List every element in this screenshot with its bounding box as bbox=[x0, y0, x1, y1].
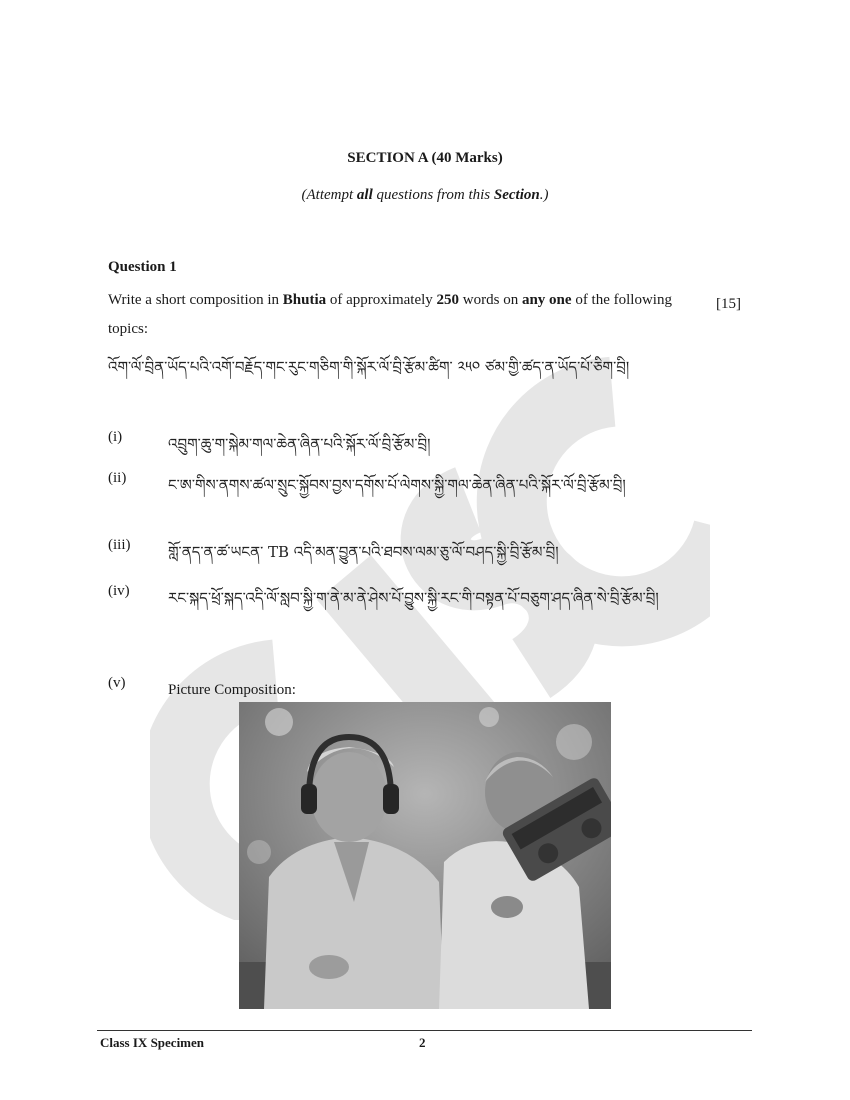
footer-divider bbox=[97, 1030, 752, 1031]
topic-text: འབྲུག་ཆུ་ག་སྐེམ་གལ་ཆེན་ཞིན་པའི་སྐོར་ལོ་བྲི་རྩོམ་བྲི། bbox=[168, 435, 431, 453]
topic-number: (v) bbox=[108, 675, 126, 691]
topic-text: རང་སྐད་ཕྲོ་སྐད་འདི་ལོ་སླབ་སྐྱི་ག་ནེ་མ་ནེ་ཤེས་པོ་བྱུས་སྐྱི་རང་གི་བསྟན་པོ་བཅུག་ཤད་ཞིན་སེ་བྲི་རྩོམ་བྲི། bbox=[168, 589, 659, 607]
question-prompt: Write a short composition in Bhutia of approximately 250 words on any one of the following topics: bbox=[108, 292, 672, 337]
question-title: Question 1 bbox=[108, 259, 177, 275]
topic-number: (iii) bbox=[108, 537, 131, 553]
topic-text: Picture Composition: bbox=[168, 682, 296, 698]
topic-number: (iv) bbox=[108, 583, 130, 599]
composition-photo bbox=[239, 702, 611, 1009]
section-title: SECTION A (40 Marks) bbox=[347, 150, 503, 166]
topic-number: (ii) bbox=[108, 470, 127, 486]
topic-number: (i) bbox=[108, 429, 123, 445]
topic-text: གློ་ནད་ན་ཚ་ཡངན་ TB འདི་མན་བྱུན་པའི་ཐབས་ལམ་ཅུ་ལོ་བཤད་སྐྱི་བྲི་རྩོམ་བྲི། bbox=[168, 543, 559, 561]
page-number: 2 bbox=[419, 1035, 426, 1050]
footer-class-label: Class IX Specimen bbox=[100, 1035, 205, 1050]
tibetan-instruction: འོག་ལོ་བྲིན་ཡོད་པའི་འགོ་བརྗོད་གང་རུང་གཅིག་གི་སྐོར་ལོ་བྲི་རྩོམ་ཚིག་ ༢༥༠ ཙམ་གྱི་ཚད་ན་ཡོད་པོ་ཅིག་བྲི། bbox=[108, 358, 630, 376]
topic-text: ང་ཨ་གིས་ནགས་ཚལ་སྲུང་སྐྱོབས་བྱས་དགོས་པོ་ལེགས་སྐྱི་གལ་ཆེན་ཞིན་པའི་སྐོར་ལོ་བྲི་རྩོམ་བྲི། bbox=[168, 476, 626, 494]
marks-label: [15] bbox=[716, 296, 741, 312]
elderly-couple-image bbox=[239, 702, 611, 1009]
section-instruction: (Attempt all questions from this Section.) bbox=[301, 187, 549, 203]
